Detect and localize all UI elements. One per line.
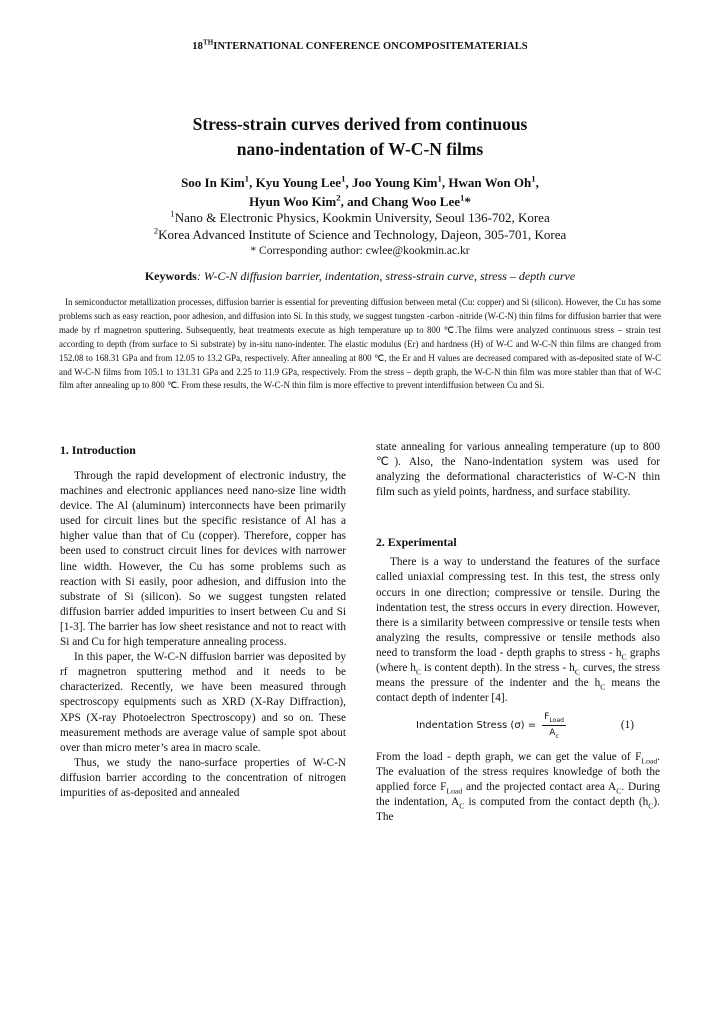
subscript: Load	[641, 755, 658, 765]
conference-ordinal: TH	[202, 38, 214, 47]
subscript: Load	[446, 785, 463, 795]
affiliation-text: Nano & Electronic Physics, Kookmin University, Seoul 136-702, Korea	[174, 210, 550, 225]
paper-title	[0, 112, 720, 162]
keywords-text: W-C-N diffusion barrier, indentation, stress-strain curve, stress – depth curve	[203, 269, 576, 283]
paragraph: state annealing for various annealing temperature (up to 800 ℃). Also, the Nano-indentation system was used for analyzing the deformational characteristics of W-C-N thin film such as yield points, hardness, and surface stability.	[376, 441, 660, 499]
subscript: C	[600, 682, 606, 692]
text-run: is computed from the contact depth (h	[464, 795, 649, 808]
text-run: and the projected contact area A	[462, 780, 617, 793]
author-name: Chang Woo Lee	[371, 194, 460, 209]
text-run: means the contact depth of indenter [4].	[376, 677, 661, 705]
text-run: curves, the stress means the pressure of the indenter and the h	[376, 662, 660, 690]
conference-header	[0, 38, 720, 52]
paragraph: In this paper, the W-C-N diffusion barrier was deposited by rf magnetron sputtering method and it needs to be characterized. Recently, we have been measured through spectroscopy equipments such as XRD (X-Ray Diffraction), XPS (X-ray Photoelectron Spectroscopy) and so on. These measurement methods are average value of sample spot about over than micro meter’s area in macro scale.	[60, 651, 346, 754]
denominator-symbol: A	[549, 728, 556, 739]
author-affil-sup: 1	[460, 192, 465, 203]
equation-1	[376, 710, 660, 741]
numerator-subscript: Load	[549, 717, 564, 725]
author-sep: ,	[441, 175, 449, 190]
denominator-subscript: c	[555, 733, 559, 741]
equation-number: (1)	[620, 719, 634, 732]
paragraph: Through the rapid development of electronic industry, the machines and electronic appliances need nano-size line width device. The Al (aluminum) interconnects have been primarily used for circuit lines but the specific resistance of Al has a higher value than that of Cu (copper). Therefore, copper has been used to construct circuit lines for devices with narrower line width. However, the Cu has some problems such as reaction with Si easily, poor adhesion, and diffusion into the substrate of Si (silicon). So we suggest tungsten related diffusion barrier added impurities to insert between Cu and Si [1-3]. The barrier has low sheet resistance and not to react with Si and Cu for high temperature annealing process.	[60, 470, 346, 649]
corresponding-author: * Corresponding author: cwlee@kookmin.ac.kr	[250, 245, 470, 257]
text-run: . The evaluation of the stress requires knowledge of both the applied force F	[376, 750, 660, 793]
subscript: C	[415, 667, 422, 677]
author-line-1	[0, 173, 720, 192]
abstract: In semiconductor metallization processes, diffusion barrier is essential for preventing diffusion between metal (Cu: copper) and Si (silicon). However, the Cu has some problems such as easy reaction, poor adhesion, and diffusion into Si. In this study, we suggest tungsten -carbon -nitride (W-C-N) thin films for diffusion barrier that were made by rf magnetron sputtering. Subsequently, heat treatments execute as high temperature up to 800 ℃.The films were analyzed continuous stress – strain test according to depth (from surface to Si substrate) by in-situ nano-indenter. The elastic modulus (Er) and hardness (H) of W-C and W-C-N thin films are changed from 152.08 to 168.31 GPa and from 12.05 to 13.2 GPa, respectively. After annealing at 800 ℃, the Er and H values are decreased compared with as-deposited state of W-C and W-C-N films from 105.1 to 131.31 GPa and 2.25 to 11.9 GPa, respectively. From the stress – depth graph, the W-C-N thin film was more stabler than that of W-C film after annealing up to 800 ℃. From these results, the W-C-N thin film is more effective to prevent interdiffusion between Cu and Si.	[59, 297, 661, 391]
title-line-1: Stress-strain curves derived from continuous	[192, 114, 528, 134]
subscript: C	[459, 801, 465, 811]
author-name: Hyun Woo Kim	[249, 194, 337, 209]
keywords-label: Keywords	[144, 269, 197, 283]
author-name: Hwan Won Oh	[448, 175, 532, 190]
numerator-symbol: F	[544, 712, 550, 723]
affiliation-sup: 1	[170, 208, 175, 219]
author-affil-sup: 1	[341, 173, 346, 184]
text-run: . During the indentation, A	[376, 780, 660, 808]
affiliations	[0, 209, 720, 260]
subscript: C	[574, 667, 580, 677]
conference-name: INTERNATIONAL CONFERENCE ONCOMPOSITEMATERIALS	[213, 41, 528, 52]
text-run: From the load - depth graph, we can get the value of F	[376, 750, 642, 763]
title-line-2: nano-indentation of W-C-N films	[236, 139, 484, 159]
author-name: Kyu Young Lee	[255, 175, 342, 190]
keywords-colon: :	[196, 269, 204, 283]
author-name: Soo In Kim	[181, 175, 245, 190]
author-sep: *	[464, 194, 471, 209]
affiliation-text: Korea Advanced Institute of Science and Technology, Dajeon, 305-701, Korea	[158, 227, 567, 242]
conference-number: 18	[192, 41, 203, 52]
paragraph	[376, 555, 660, 706]
author-sep: ,	[535, 175, 539, 190]
section-heading-introduction: 1. Introduction	[60, 443, 136, 457]
right-column	[376, 440, 660, 825]
affiliation-sup: 2	[153, 225, 159, 236]
author-affil-sup: 1	[437, 173, 442, 184]
keywords	[0, 269, 720, 284]
author-sep: , and	[340, 194, 372, 209]
text-run: is content depth). In the stress - h	[421, 662, 575, 675]
paragraph: Thus, we study the nano-surface properties of W-C-N diffusion barrier according to the concentration of nitrogen impurities of as-deposited and annealed	[60, 756, 346, 799]
equation-numerator	[542, 710, 566, 726]
author-sep: ,	[345, 175, 352, 190]
text-run: There is a way to understand the features of the surface called uniaxial compressing test. In this test, the stress only occurs in one direction; compressive or tensile. During the indentation test, the stress occurs in every direction. However, there is a similarity between compressive or tensile tests when analyzing the results, compressive or tensile methods also need to transform the load - depth graphs to stress - h	[376, 556, 660, 659]
subscript: C	[648, 801, 654, 811]
paragraph	[376, 750, 660, 825]
equation-denominator	[549, 726, 559, 741]
equation-fraction	[542, 710, 566, 741]
subscript: C	[621, 652, 627, 662]
text-run: ). The	[376, 795, 660, 823]
author-sep: ,	[249, 175, 256, 190]
author-list	[0, 173, 720, 211]
text-run: graphs (where h	[376, 646, 660, 675]
section-heading-experimental: 2. Experimental	[376, 535, 457, 550]
affiliation-2	[0, 226, 720, 243]
left-column	[60, 440, 346, 801]
author-affil-sup: 1	[244, 173, 250, 184]
author-affil-sup: 2	[336, 192, 341, 203]
author-name: Joo Young Kim	[351, 175, 438, 190]
affiliation-1	[0, 209, 720, 226]
author-affil-sup: 1	[531, 173, 536, 184]
subscript: C	[616, 785, 622, 795]
equation-lhs: Indentation Stress (σ) =	[416, 720, 537, 732]
